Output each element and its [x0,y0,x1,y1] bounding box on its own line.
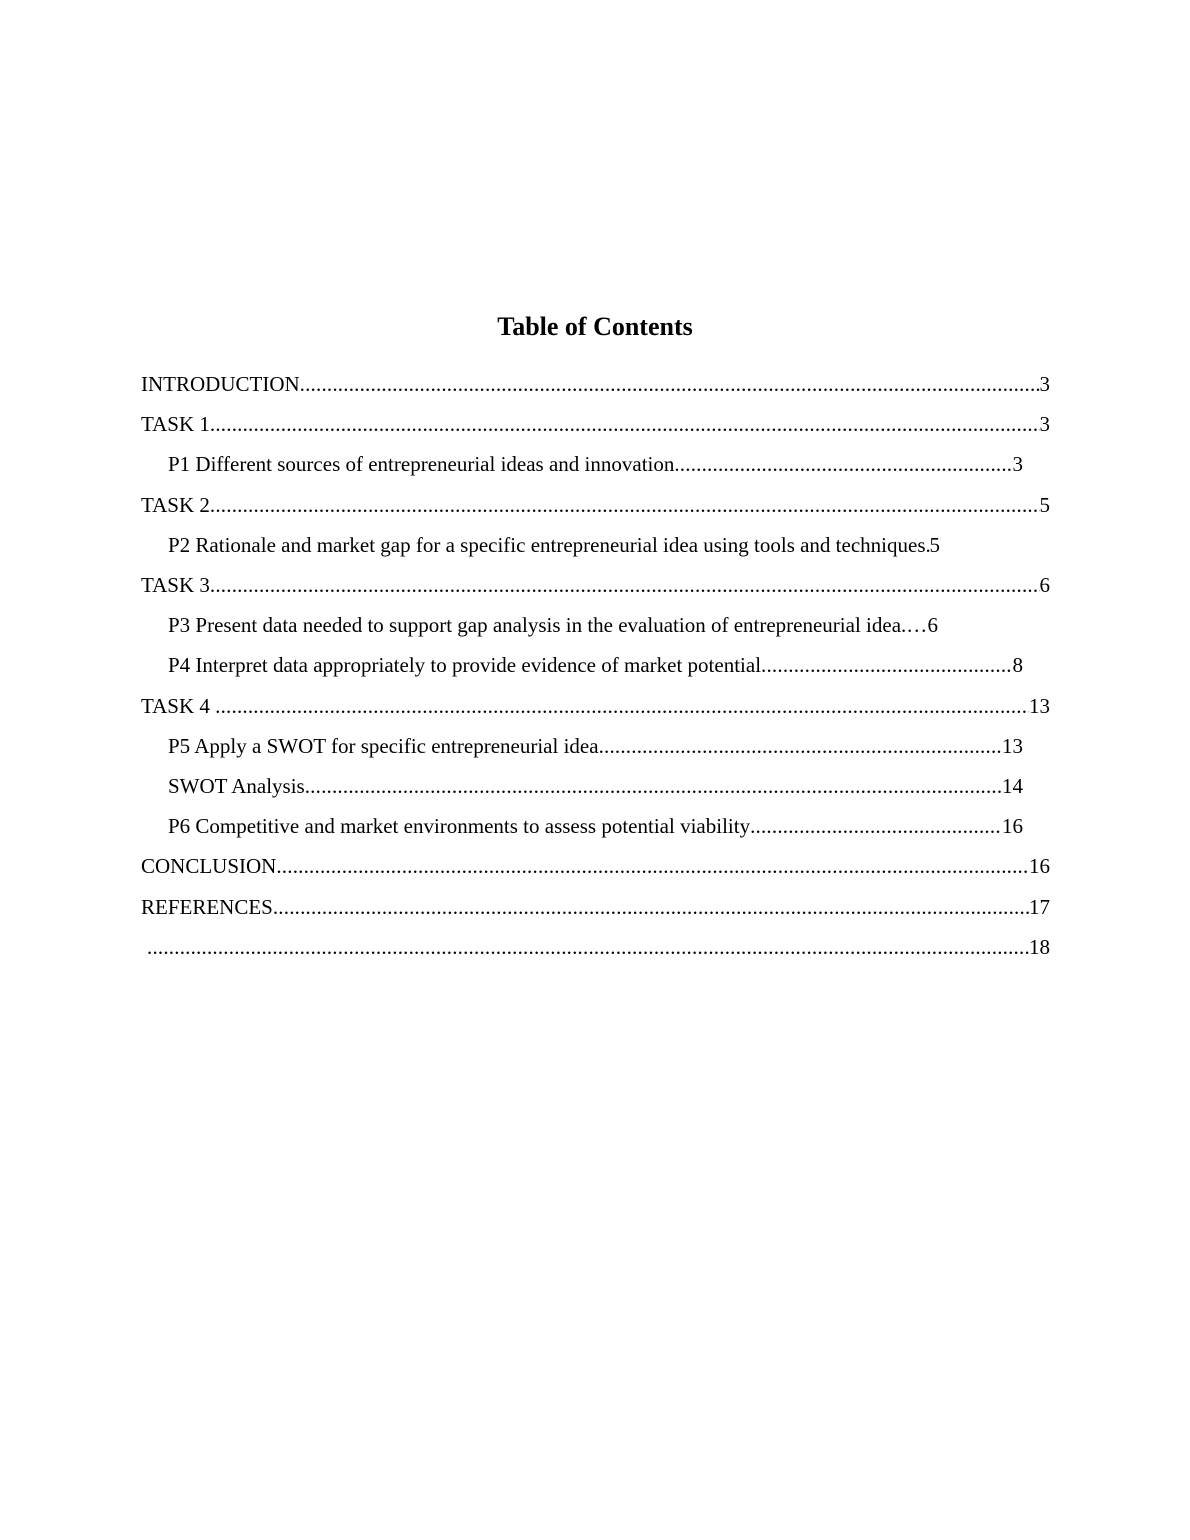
toc-entry-label: CONCLUSION [141,854,277,879]
toc-dot-leader [300,370,1040,398]
toc-dot-leader [906,611,927,639]
toc-entry-label: SWOT Analysis [168,773,305,798]
toc-entry-label: P4 Interpret data appropriately to provide evidence of market potential [168,653,762,678]
toc-title: Table of Contents [497,312,693,341]
toc-entry-task-3[interactable] [141,565,1050,605]
toc-entry-p5[interactable] [168,726,1023,766]
toc-list [0,364,1190,967]
toc-dot-leader [674,450,1012,478]
toc-entry-label: TASK 2 [141,492,210,517]
toc-entry-swot-analysis[interactable] [168,766,1023,806]
toc-page-number: 13 [1029,693,1050,718]
toc-entry-label: P1 Different sources of entrepreneurial ideas and innovation [168,452,675,477]
toc-dot-leader [750,812,1002,840]
toc-dot-leader [305,772,1002,800]
toc-page-number: 3 [1012,452,1023,477]
toc-entry-label: INTRODUCTION [141,372,300,397]
toc-entry-task-2[interactable] [141,485,1050,525]
toc-entry-references[interactable] [141,886,1050,926]
toc-entry-task-1[interactable] [141,404,1050,444]
toc-entry-task-4[interactable] [141,686,1050,726]
toc-entry-introduction[interactable] [141,364,1050,404]
toc-page-number: 18 [1029,934,1050,959]
toc-dot-leader [276,852,1029,880]
toc-dot-leader [147,933,1029,961]
toc-page-number: 6 [927,613,938,638]
toc-page-number: 13 [1002,733,1023,758]
toc-dot-leader [210,571,1040,599]
toc-entry-label: P6 Competitive and market environments to assess potential viability [168,814,751,839]
toc-dot-leader [215,692,1029,720]
toc-entry-label: P2 Rationale and market gap for a specific entrepreneurial idea using tools and techniques [168,532,926,557]
toc-entry-label: TASK 4 [141,693,216,718]
toc-page-number: 16 [1029,854,1050,879]
toc-entry-label: TASK 1 [141,412,210,437]
toc-page-number: 3 [1039,372,1050,397]
toc-entry-p4[interactable] [168,645,1023,685]
toc-page-number: 6 [1039,573,1050,598]
toc-dot-leader [210,410,1040,438]
toc-page-number: 8 [1012,653,1023,678]
toc-dot-leader [599,732,1002,760]
toc-entry-p3[interactable] [168,605,1023,645]
toc-entry-label: TASK 3 [141,573,210,598]
toc-entry-p6[interactable] [168,806,1023,846]
toc-entry-p2[interactable] [168,525,1023,565]
toc-entry-conclusion[interactable] [141,846,1050,886]
toc-entry-label: P3 Present data needed to support gap analysis in the evaluation of entrepreneurial idea. [168,613,907,638]
toc-page-number: 3 [1039,412,1050,437]
toc-entry-p1[interactable] [168,444,1023,484]
toc-entry-label: P5 Apply a SWOT for specific entrepreneurial idea [168,733,599,758]
toc-dot-leader [210,491,1040,519]
toc-page-number: 5 [1039,492,1050,517]
toc-entry-untitled[interactable] [147,927,1050,967]
toc-dot-leader [273,893,1029,921]
toc-dot-leader [761,651,1012,679]
toc-page-number: 16 [1002,814,1023,839]
toc-page-number: 14 [1002,773,1023,798]
toc-page-number: 5 [929,532,940,557]
toc-entry-label: REFERENCES [141,894,273,919]
toc-page-number: 17 [1029,894,1050,919]
